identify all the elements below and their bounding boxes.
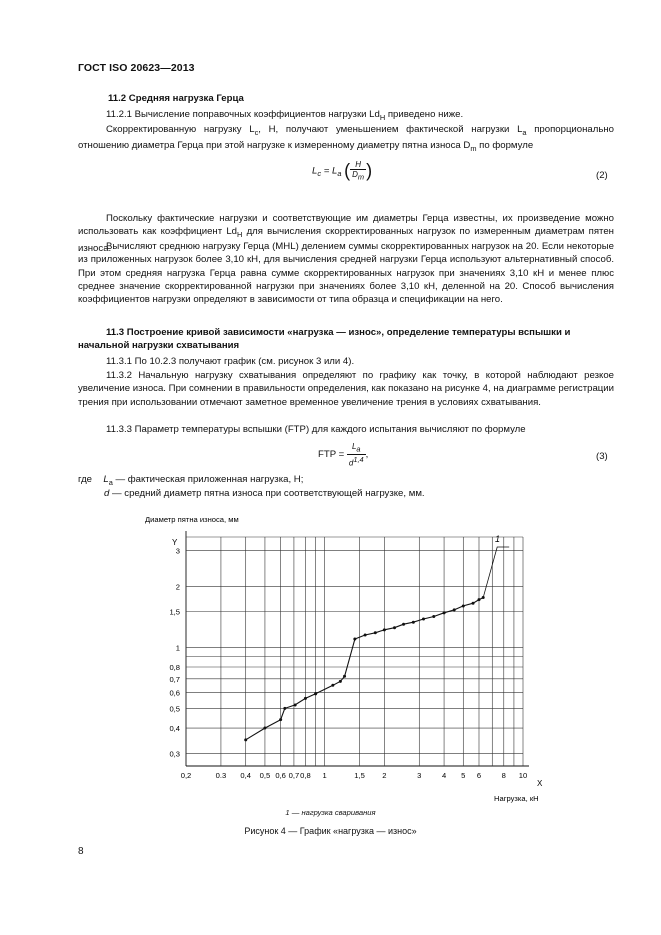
data-point [462, 604, 465, 607]
section-11-2-title: 11.2 Средняя нагрузка Герца [108, 93, 244, 104]
data-point [283, 707, 286, 710]
subscript: c [254, 127, 259, 137]
data-point [374, 631, 377, 634]
x-axis-letter: X [537, 779, 543, 788]
eq-tail: , [365, 449, 369, 461]
text: 11.3.1 По 10.2.3 получают график (см. рисунок 3 или 4). [106, 356, 355, 367]
eq-lhs: L [312, 165, 318, 177]
y-tick-label: 0,8 [169, 663, 180, 673]
x-tick-label: 0,2 [180, 771, 192, 780]
x-tick-label: 0,5 [259, 771, 271, 780]
data-point [339, 680, 342, 683]
figure-caption: Рисунок 4 — График «нагрузка — износ» [244, 826, 417, 836]
subscript: a [108, 477, 113, 487]
x-tick-label: 0,6 [275, 771, 286, 780]
data-point [453, 608, 456, 611]
subscript: H [379, 112, 386, 122]
x-tick-label: 2 [382, 771, 387, 780]
x-axis-title: Нагрузка, кН [494, 794, 539, 803]
text: — фактическая приложенная нагрузка, Н; [112, 474, 304, 485]
data-point [422, 617, 425, 620]
symbol: d [104, 488, 110, 499]
y-tick-label: 0,7 [169, 674, 180, 684]
y-tick-label: 3 [175, 546, 180, 556]
right-paren: ) [366, 160, 373, 181]
data-point [432, 615, 435, 618]
text: 11.3.2 Начальную нагрузку схватывания определяют по графику как точку, в которой наблюдают резкое увеличение износа. При сомнении в правильности определения, как показано на рисунке 4, на диаграмме регистрации трения при использовании отмечают заметное временное увеличение трения в условиях схватывания. [78, 370, 614, 408]
den-sup: 1,4 [353, 454, 364, 464]
den-symbol: D [352, 170, 358, 179]
den-sub: m [357, 172, 365, 182]
x-tick-label: 1 [322, 771, 327, 780]
axis-labels [145, 515, 543, 803]
text: 11.3.3 Параметр температуры вспышки (FTP) для каждого испытания вычисляют по формуле [106, 424, 526, 435]
left-paren: ( [344, 160, 351, 181]
text: по формуле [476, 140, 534, 152]
y-tick-label: 2 [175, 582, 180, 592]
text: для вычисления скорректированных нагрузок по измеренным диаметрам пятен износа. [78, 226, 614, 254]
subscript: m [470, 144, 477, 154]
data-point [314, 692, 317, 695]
x-tick-label: 0,8 [300, 771, 311, 780]
subscript: H [237, 230, 243, 240]
data-point [279, 718, 282, 721]
data-point [263, 727, 266, 730]
eq-lhs: FTP = [318, 449, 347, 461]
grid-lines [186, 531, 529, 766]
callout-leader [483, 547, 509, 598]
data-point [343, 675, 346, 678]
data-point [244, 738, 247, 741]
data-point [393, 626, 396, 629]
document-header: ГОСТ ISO 20623—2013 [78, 62, 195, 74]
eq-lhs-sub: c [317, 169, 322, 179]
text: 11.3 Построение кривой зависимости «нагрузка — износ», определение температуры вспышки и начальной нагрузки схватывания [78, 327, 571, 352]
key-text: 1 — нагрузка сваривания [285, 808, 376, 817]
x-tick-label: 5 [461, 771, 466, 780]
text: — средний диаметр пятна износа при соответствующей нагрузке, мм. [109, 488, 425, 499]
data-point [304, 697, 307, 700]
data-point [477, 598, 480, 601]
equation-2-tag: (2) [596, 170, 608, 181]
data-point [353, 637, 356, 640]
symbol: L [103, 474, 109, 485]
text: пропорционально отношению диаметра Герца при этой нагрузке к измеренному диаметру пятна износа D [78, 124, 614, 152]
x-tick-label: 3 [417, 771, 422, 780]
den-symbol: d [348, 458, 354, 468]
where-label: где [78, 474, 93, 485]
x-tick-label: 10 [518, 771, 528, 780]
text: 11.2.1 Вычисление поправочных коэффициентов нагрузки Ld [106, 109, 380, 120]
y-tick-label: 0,6 [169, 688, 180, 698]
data-point [443, 611, 446, 614]
page-number: 8 [78, 846, 84, 857]
series-load-wear [244, 547, 509, 741]
y-axis-title: Диаметр пятна износа, мм [145, 515, 239, 524]
text: Поскольку фактические нагрузки и соответствующие им диаметры Герца известны, их произведение можно использовать как коэффициент Ld [78, 213, 614, 238]
x-tick-label: 6 [476, 771, 482, 780]
numerator: H [350, 160, 366, 170]
subscript: a [522, 127, 527, 137]
text: , Н, получают уменьшением фактической нагрузки L [258, 124, 523, 135]
y-tick-label: 0,4 [169, 724, 180, 734]
x-tick-label: 4 [441, 771, 447, 780]
x-tick-label: 0,4 [240, 771, 251, 780]
eq-equals: = L [321, 165, 338, 177]
data-point [383, 628, 386, 631]
data-point [331, 684, 334, 687]
y-tick-label: 1,5 [169, 607, 180, 617]
callout-number: 1 [495, 534, 501, 544]
eq-sub: a [337, 169, 342, 179]
x-tick-label: 1,5 [354, 771, 365, 780]
data-point [294, 703, 297, 706]
y-axis-letter: Y [172, 538, 178, 547]
text: приведено ниже. [385, 109, 464, 120]
x-tick-label: 0,7 [288, 771, 300, 780]
x-tick-label: 0.3 [215, 771, 227, 780]
num-symbol: L [351, 442, 357, 451]
text: Скорректированную нагрузку L [106, 124, 255, 135]
y-tick-label: 1 [175, 643, 180, 653]
text: Вычисляют среднюю нагрузку Герца (MHL) делением суммы скорректированных нагрузок на 20. Если некоторые из приложенных нагрузок более 3,10 кН, для вычисления средней нагрузки Герца используют альтернативный способ. При этом средняя нагрузка Герца равна сумме скорректированных нагрузок при значениях 3,10 кН и менее плюс среднее значение скорректированной нагрузки при значениях более 3,10 кН, деленной на 20. Способ вычисления коэффициентов нагрузки определяют в зависимости от типа образца и спецификации на него. [78, 241, 614, 306]
data-point [472, 602, 475, 605]
data-point [412, 621, 415, 624]
equation-3-tag: (3) [596, 451, 608, 462]
y-tick-label: 0,3 [169, 749, 180, 759]
data-point [364, 634, 367, 637]
data-point [402, 623, 405, 626]
y-tick-label: 0,5 [169, 704, 180, 714]
figure-key [0, 808, 661, 817]
num-sub: a [356, 444, 361, 454]
x-tick-label: 8 [501, 771, 506, 780]
